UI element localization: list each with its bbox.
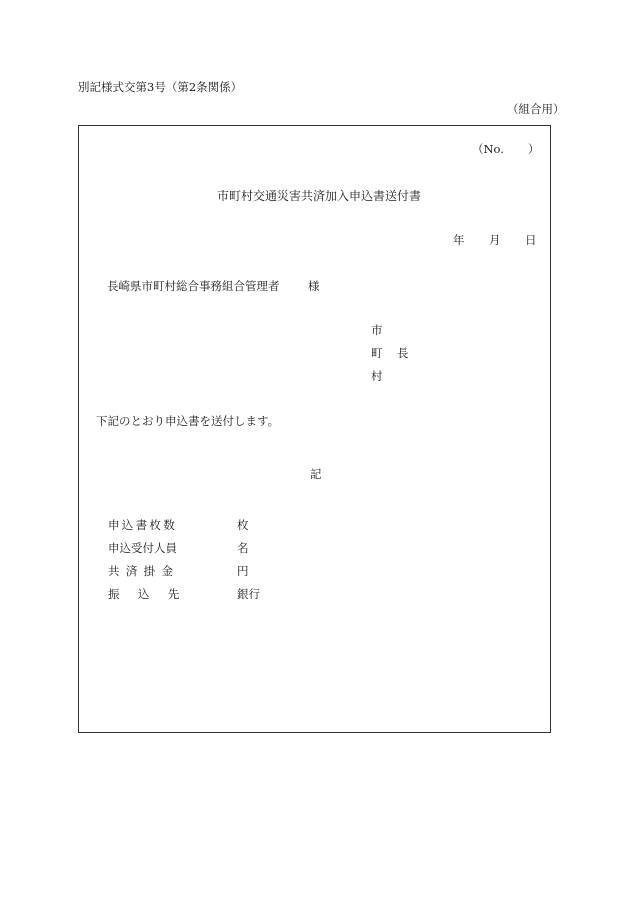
date-day: 日 — [525, 233, 537, 247]
item-label-transfer: 振込先 — [108, 587, 198, 601]
ki-heading: 記 — [310, 467, 322, 481]
sender-title: 長 — [397, 346, 409, 360]
item-label-premium: 共済掛金 — [108, 564, 180, 578]
sender-mura: 村 — [371, 369, 383, 383]
item-label-sheets: 申込書枚数 — [108, 518, 177, 532]
item-unit-applicants: 名 — [237, 541, 249, 555]
item-unit-transfer: 銀行 — [237, 587, 260, 601]
sender-machi: 町 — [371, 346, 383, 360]
body-text: 下記のとおり申込書を送付します。 — [96, 414, 280, 428]
date-month: 月 — [489, 233, 501, 247]
item-unit-sheets: 枚 — [237, 518, 249, 532]
union-use-label: （組合用） — [507, 102, 565, 116]
document-title: 市町村交通災害共済加入申込書送付書 — [217, 189, 422, 203]
item-unit-premium: 円 — [237, 564, 249, 578]
document-number-open: （No. — [472, 142, 504, 156]
addressee: 長崎県市町村総合事務組合管理者 — [107, 279, 280, 293]
sender-shi: 市 — [371, 323, 383, 337]
document-frame — [78, 125, 551, 733]
form-number-label: 別記様式交第3号（第2条関係） — [78, 80, 243, 94]
addressee-honorific: 様 — [308, 279, 320, 293]
document-number-close: ） — [528, 142, 540, 156]
item-label-applicants: 申込受付人員 — [108, 541, 177, 555]
date-year: 年 — [453, 233, 465, 247]
